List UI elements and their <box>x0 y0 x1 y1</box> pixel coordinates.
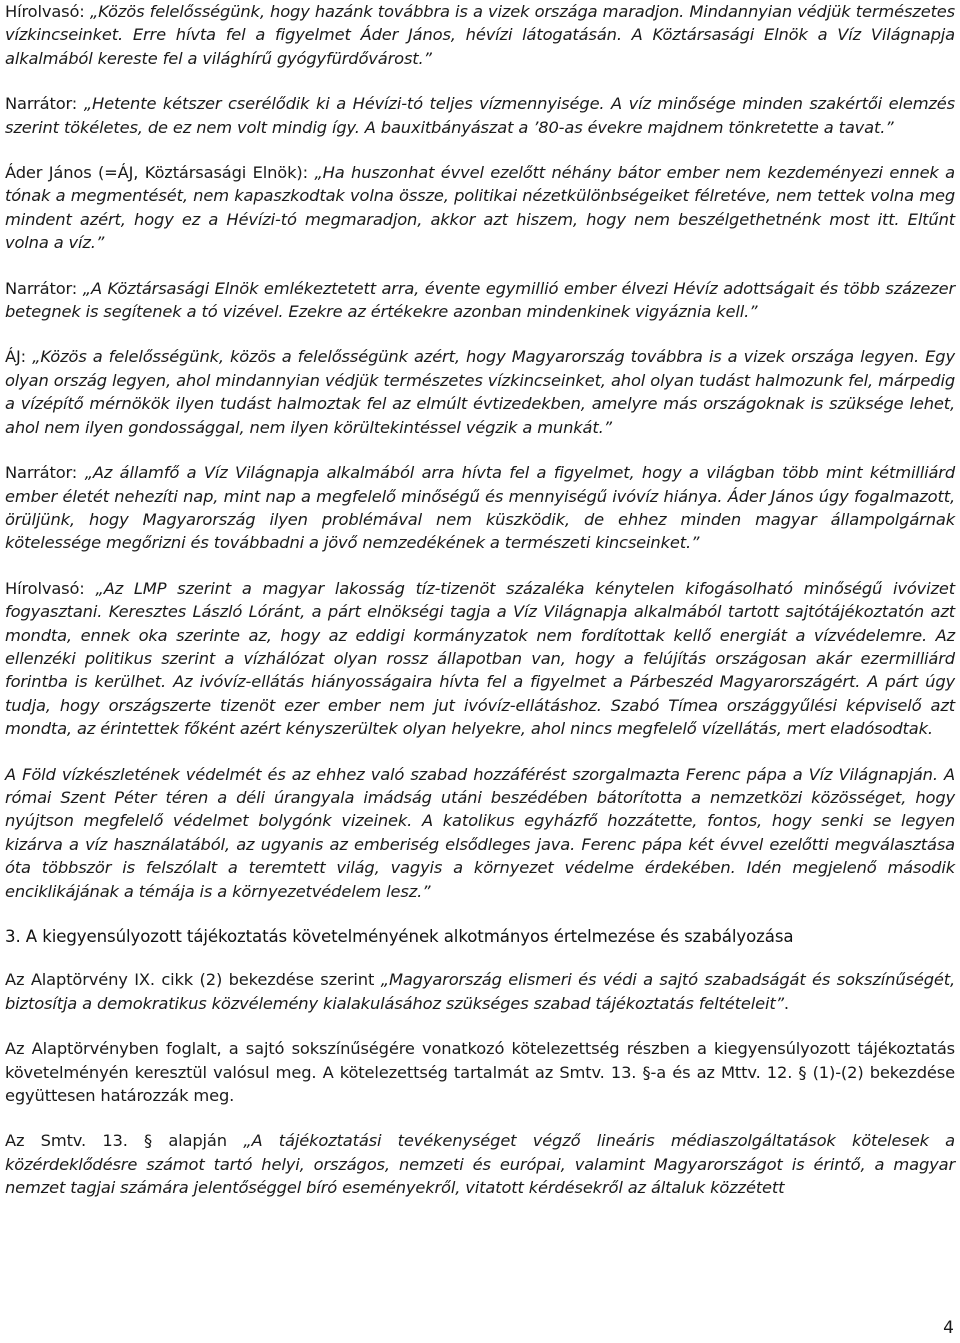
quote-text: „A Köztársasági Elnök emlékeztetett arra, évente egymillió ember élvezi Hévíz adottságait és több százezer betegnek is segítenek a tó vizével. Ezekre az értékekre azonban mindenkinek vigyáznia kell.” <box>5 278 955 322</box>
quote-text: A Föld vízkészletének védelmét és az ehhez való szabad hozzáférést szorgalmazta Ferenc pápa a Víz Világnapján. A római Szent Péter téren a déli úrangyala imádság utáni beszédében bátorította a nemzetközi közösséget, hogy nyújtson megfelelő védelmet bolygónk vizeinek. A katolikus egyházfő hozzátette, fontos, hogy senki se legyen kizárva a víz használatából, az ugyanis az emberiség elsődleges java. Ferenc pápa két évvel ezelőtti megválasztása óta többször is felszólalt a teremtett világ, vagyis a környezet védelme érdekében. Idén megjelenő második enciklikájának a témája is a környezetvédelem lesz.” <box>5 764 955 901</box>
speaker-label: Áder János (=ÁJ, Köztársasági Elnök): <box>5 163 315 183</box>
law-text: Az Smtv. 13. § alapján <box>5 1131 244 1151</box>
quote-text: „Ha huszonhat évvel ezelőtt néhány bátor ember nem kezdeményezi ennek a tónak a megmentését, nem kapaszkodtak volna össze, politikai nézetkülönbségeiket félretéve, nem tettek volna meg mindent azért, hogy ez a Hévízi-tó megmaradjon, akkor azt hiszem, hogy nem beszélgethetnénk most itt. Eltűnt volna a víz.” <box>5 163 955 253</box>
law-paragraph-2 <box>5 1037 955 1107</box>
paragraph-narrator-2 <box>5 277 955 324</box>
paragraph-aj-1 <box>5 345 955 439</box>
paragraph-hirolvaso-1 <box>5 0 955 70</box>
section-heading: 3. A kiegyensúlyozott tájékoztatás követelményének alkotmányos értelmezése és szabályozása <box>5 927 794 946</box>
paragraph-narrator-3 <box>5 461 955 555</box>
law-paragraph-3 <box>5 1129 955 1199</box>
quote-text: „Az LMP szerint a magyar lakosság tíz-tizenöt százaléka kénytelen kifogásolható minőségű ivóvizet fogyasztani. Keresztes László Lóránt, a párt elnökségi tagja a Víz Világnapja alkalmából tartott sajtótájékoztatón azt mondta, ennek oka szerinte az, hogy az eddigi kormányzatok nem fordítottak kellő energiát a vízvédelemre. Az ellenzéki politikus szerint a vízhálózat olyan rossz állapotban van, hogy a felújítás országosan akár ezermilliárd forintba is kerülhet. Az ivóvíz-ellátás hiányosságaira hívta fel a figyelmet a Párbeszéd Magyarországért. A párt úgy tudja, hogy országszerte tizenöt ezer ember nem jut ivóvíz-ellátáshoz. Szabó Tímea országgyűlési képviselő azt mondta, az érintettek főként azért kényszerültek olyan helyekre, ahol nincs megfelelő vízellátás, mert eladósodtak. <box>5 578 955 739</box>
law-text: Az Alaptörvény IX. cikk (2) bekezdése szerint <box>5 970 381 990</box>
document-body <box>5 0 955 1200</box>
paragraph-narrator-1 <box>5 92 955 139</box>
paragraph-hirolvaso-2 <box>5 577 955 741</box>
law-paragraph-1 <box>5 968 955 1015</box>
law-tail: . <box>783 993 789 1013</box>
law-quote: „Magyarország elismeri és védi a sajtó szabadságát és sokszínűségét, biztosítja a demokratikus közvélemény kialakulásához szükséges szabad tájékoztatás feltételeit” <box>5 970 956 1013</box>
speaker-label: Narrátor: <box>5 94 84 114</box>
speaker-label: Hírolvasó: <box>5 578 96 598</box>
quote-text: „Az államfő a Víz Világnapja alkalmából arra hívta fel a figyelmet, hogy a világban több mint kétmilliárd ember életét nehezíti nap, mint nap a megfelelő minőségű és mennyiségű ivóvíz hiánya. Áder János úgy fogalmazott, örüljünk, hogy Magyarország ilyen problémával nem küszködik, de ehhez minden magyar állampolgárnak kötelessége megőrizni és továbbadni a jövő nemzedékének a természeti kincseinket.” <box>5 463 956 553</box>
quote-text: „Közös felelősségünk, hogy hazánk továbbra is a vizek országa maradjon. Mindannyian védjük természetes vízkincseinket. Erre hívta fel a figyelmet Áder János, hévízi látogatásán. A Köztársasági Elnök a Víz Világnapja alkalmából kereste fel a világhírű gyógyfürdővárost.” <box>5 2 955 68</box>
quote-text: „Hetente kétszer cserélődik ki a Hévízi-tó teljes vízmennyisége. A víz minősége minden szakértői elemzés szerint tökéletes, de ez nem volt mindig így. A bauxitbányászat a ’80-as évekre majdnem tönkretette a tavat.” <box>5 94 955 137</box>
quote-text: „Közös a felelősségünk, közös a felelősségünk azért, hogy Magyarország továbbra is a vizek országa legyen. Egy olyan ország legyen, ahol mindannyian védjük természetes vízkincseinket, ahol olyan tudást halmozunk fel, márpedig a vízépítő mérnökök ilyen tudást halmoztak fel az elmúlt évtizedekben, amelyre más országoknak is szüksége lehet, ahol nem ilyen gondossággal, nem ilyen körültekintéssel végzik a munkát.” <box>5 347 955 437</box>
speaker-label: Narrátor: <box>5 463 85 483</box>
paragraph-ader-1 <box>5 161 955 255</box>
speaker-label: Narrátor: <box>5 278 83 298</box>
law-text: Az Alaptörvényben foglalt, a sajtó sokszínűségére vonatkozó kötelezettség részben a kiegyensúlyozott tájékoztatás követelményén keresztül valósul meg. A kötelezettség tartalmát az Smtv. 13. §-a és az Mttv. 12. § (1)-(2) bekezdése együttesen határozzák meg. <box>5 1039 955 1106</box>
law-quote: „A tájékoztatási tevékenységet végző lineáris médiaszolgáltatások kötelesek a közérdeklődésre számot tartó helyi, országos, nemzeti és európai, valamint Magyarországot is érintő, a magyar nemzet tagjai számára jelentőséggel bíró eseményekről, vitatott kérdésekről az általuk közzétett <box>5 1131 955 1198</box>
speaker-label: Hírolvasó: <box>5 2 90 21</box>
speaker-label: ÁJ: <box>5 347 33 367</box>
paragraph-ferenc-papa <box>5 763 955 903</box>
page-number: 4 <box>943 1318 954 1338</box>
